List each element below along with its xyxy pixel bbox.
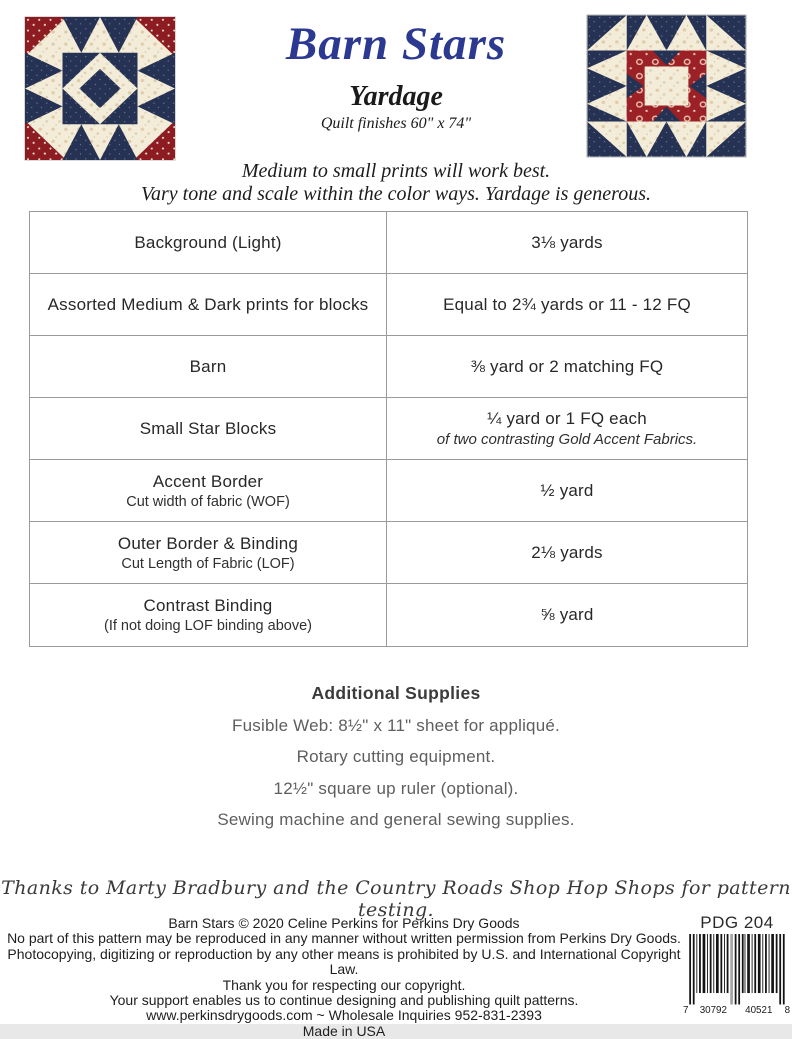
item-cell	[30, 398, 387, 459]
supply-item: Sewing machine and general sewing supplies.	[217, 810, 575, 829]
copyright-block	[6, 916, 682, 1039]
product-code: PDG 204	[700, 913, 774, 932]
item-cell-label: Contrast Binding	[143, 596, 273, 615]
item-cell-label: Accent Border	[152, 471, 264, 491]
copyright-line: No part of this pattern may be reproduced in any manner without written permission from Perkins Dry Goods.	[7, 930, 681, 947]
yardage-cell	[387, 398, 747, 459]
pattern-testing-thanks: Thanks to Marty Bradbury and the Country Roads Shop Hop Shops for pattern testing.	[1, 877, 791, 921]
copyright-line: www.perkinsdrygoods.com ~ Wholesale Inquiries 952-831-2393	[146, 1007, 542, 1024]
copyright-line: Photocopying, digitizing or reproduction by any other means is prohibited by U.S. and International Copyright Law.	[7, 945, 681, 978]
intro-line-1: Medium to small prints will work best.	[241, 160, 551, 182]
additional-supplies-section	[0, 683, 792, 830]
item-cell-note: Cut Length of Fabric (LOF)	[121, 555, 295, 572]
yardage-cell-label: ½ yard	[540, 480, 594, 500]
supply-item: Rotary cutting equipment.	[296, 747, 496, 766]
table-row	[30, 398, 747, 460]
item-cell	[30, 274, 387, 335]
copyright-line: Your support enables us to continue designing and publishing quilt patterns.	[109, 992, 579, 1009]
yardage-cell-label: 3⅛ yards	[531, 232, 603, 252]
barcode-digits-group1: 30792	[699, 1004, 727, 1017]
yardage-cell-label: ¼ yard or 1 FQ each	[487, 409, 647, 428]
table-row	[30, 336, 747, 398]
additional-supplies-heading: Additional Supplies	[311, 683, 481, 703]
supply-item: Fusible Web: 8½" x 11" sheet for appliqué.	[232, 715, 560, 735]
item-cell-label: Assorted Medium & Dark prints for blocks	[47, 294, 369, 314]
barcode-digit-left: 7	[682, 1004, 689, 1017]
item-cell-label: Barn	[189, 356, 227, 376]
yardage-cell-label: ⅝ yard	[540, 605, 594, 624]
yardage-cell	[387, 336, 747, 397]
barcode-bars	[689, 934, 784, 1004]
item-cell	[30, 212, 387, 273]
item-cell-label: Background (Light)	[134, 232, 282, 252]
copyright-line: Thank you for respecting our copyright.	[222, 976, 466, 993]
quilt-block-left-image	[25, 17, 175, 160]
yardage-cell	[387, 212, 747, 273]
item-cell	[30, 584, 387, 646]
header	[160, 18, 632, 133]
copyright-line: Barn Stars © 2020 Celine Perkins for Perkins Dry Goods	[168, 915, 520, 931]
yardage-cell-label: ⅜ yard or 2 matching FQ	[470, 356, 664, 376]
yardage-cell-label: Equal to 2¾ yards or 11 - 12 FQ	[443, 294, 691, 314]
yardage-table	[29, 211, 748, 647]
table-row	[30, 522, 747, 584]
upc-barcode	[682, 934, 791, 1017]
table-row	[30, 584, 747, 646]
yardage-cell	[387, 274, 747, 335]
yardage-cell-label: 2⅛ yards	[531, 542, 603, 562]
copyright-line: Made in USA	[302, 1022, 386, 1039]
page-title: Barn Stars	[285, 18, 507, 70]
additional-supplies-list	[0, 716, 792, 831]
item-cell	[30, 522, 387, 583]
intro-line-2: Vary tone and scale within the color ways. Yardage is generous.	[141, 183, 651, 205]
table-row	[30, 212, 747, 274]
item-cell	[30, 460, 387, 521]
finish-note: Quilt finishes 60" x 74"	[320, 115, 472, 132]
item-cell-note: Cut width of fabric (WOF)	[126, 493, 290, 510]
intro-text	[0, 160, 792, 206]
yardage-cell	[387, 460, 747, 521]
item-cell-note: (If not doing LOF binding above)	[104, 618, 312, 634]
item-cell-label: Outer Border & Binding	[117, 533, 299, 553]
yardage-cell	[387, 584, 747, 646]
quilt-block-right-image	[587, 15, 746, 157]
yardage-cell-note: of two contrasting Gold Accent Fabrics.	[436, 431, 698, 448]
page-subtitle: Yardage	[349, 81, 443, 112]
table-row	[30, 460, 747, 522]
table-row	[30, 274, 747, 336]
barcode-digits-group2: 40521	[745, 1004, 773, 1017]
supply-item: 12½" square up ruler (optional).	[273, 778, 519, 798]
barcode-digit-right: 8	[784, 1004, 791, 1017]
item-cell-label: Small Star Blocks	[139, 418, 277, 438]
yardage-cell	[387, 522, 747, 583]
item-cell	[30, 336, 387, 397]
